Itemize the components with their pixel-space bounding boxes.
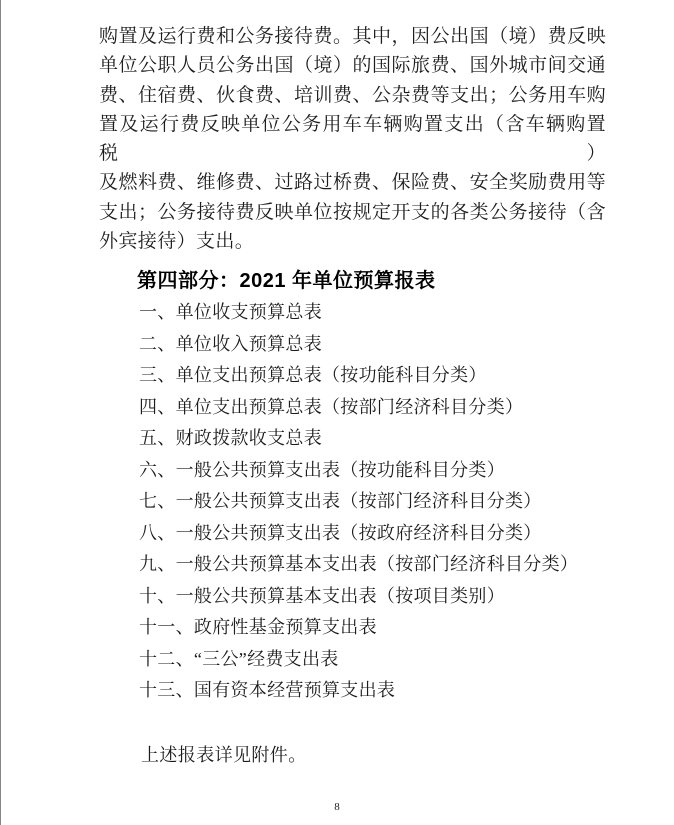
paragraph-line: 单位公职人员公务出国（境）的国际旅费、国外城市间交通 bbox=[99, 55, 606, 77]
report-list-item: 四、单位支出预算总表（按部门经济科目分类） bbox=[139, 396, 524, 417]
closing-note: 上述报表详见附件。 bbox=[141, 745, 307, 765]
report-list-item: 二、单位收入预算总表 bbox=[139, 333, 322, 354]
report-list-item: 五、财政拨款收支总表 bbox=[139, 428, 322, 448]
paragraph-line: 支出；公务接待费反映单位按规定开支的各类公务接待（含 bbox=[99, 201, 606, 223]
report-list-item: 一、单位收支预算总表 bbox=[139, 302, 322, 322]
paragraph-line: 购置及运行费和公务接待费。其中，因公出国（境）费反映 bbox=[99, 26, 606, 47]
report-list-item: 九、一般公共预算基本支出表（按部门经济科目分类） bbox=[139, 554, 579, 574]
budget-report-list bbox=[139, 297, 578, 707]
report-list-item: 十、一般公共预算基本支出表（按项目类别） bbox=[139, 585, 505, 606]
report-list-item: 十二、“三公”经费支出表 bbox=[139, 648, 339, 669]
paragraph-line: 置及运行费反映单位公务用车车辆购置支出（含车辆购置税） bbox=[99, 113, 606, 165]
report-list-item: 八、一般公共预算支出表（按政府经济科目分类） bbox=[139, 522, 542, 543]
page-number: 8 bbox=[334, 801, 340, 813]
report-list-item: 十三、国有资本经营预算支出表 bbox=[139, 680, 396, 700]
report-list-item: 七、一般公共预算支出表（按部门经济科目分类） bbox=[139, 491, 542, 511]
body-paragraph bbox=[99, 22, 606, 256]
paragraph-line: 外宾接待）支出。 bbox=[99, 231, 255, 253]
report-list-item: 十一、政府性基金预算支出表 bbox=[139, 617, 377, 637]
section-heading: 第四部分：2021 年单位预算报表 bbox=[137, 270, 436, 292]
paragraph-line: 费、住宿费、伙食费、培训费、公杂费等支出；公务用车购 bbox=[99, 84, 606, 106]
page-edge-divider bbox=[0, 0, 1, 825]
report-list-item: 三、单位支出预算总表（按功能科目分类） bbox=[139, 365, 487, 385]
report-list-item: 六、一般公共预算支出表（按功能科目分类） bbox=[139, 459, 505, 480]
paragraph-line: 及燃料费、维修费、过路过桥费、保险费、安全奖励费用等 bbox=[99, 172, 606, 194]
